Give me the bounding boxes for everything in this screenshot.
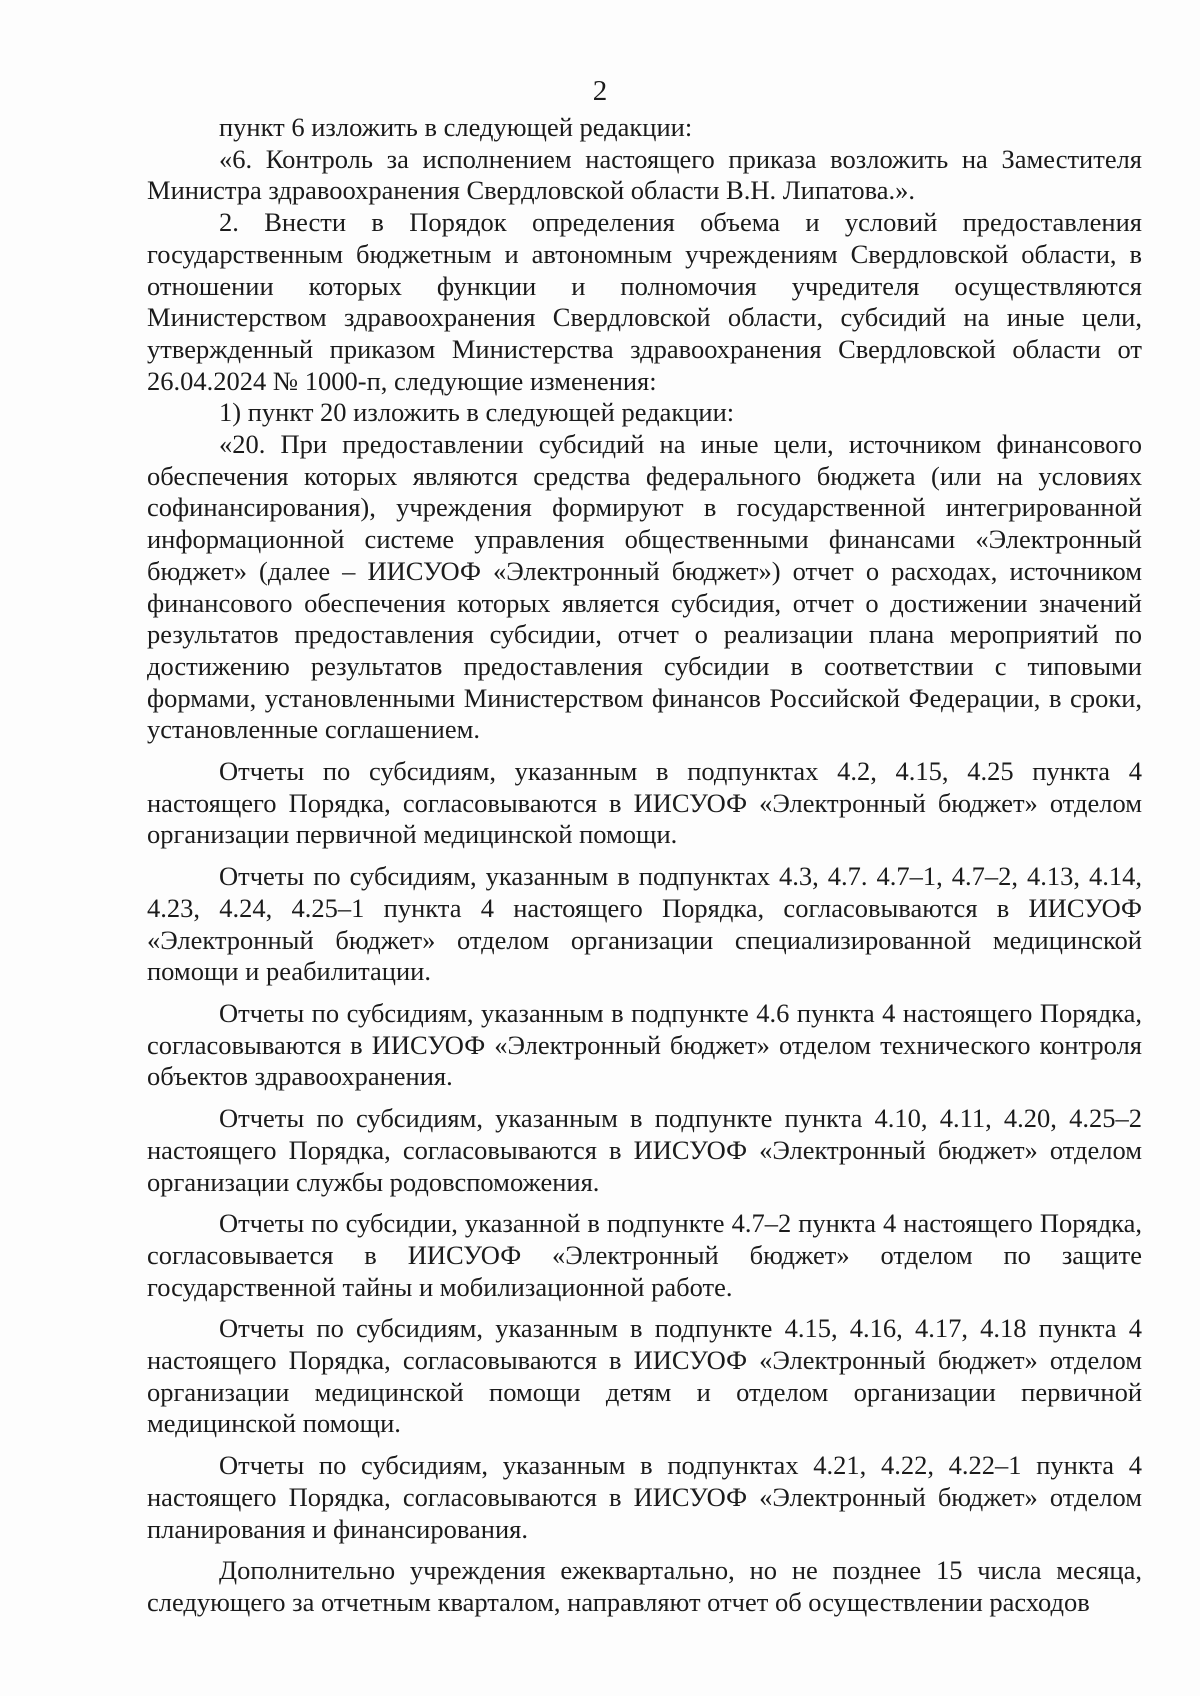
paragraph-reports-state-secret: Отчеты по субсидии, указанной в подпункте 4.7–2 пункта 4 настоящего Порядка, согласовывается в ИИСУОФ «Электронный бюджет» отделом по защите государственной тайны и мобилизационной работе. [147,1208,1142,1302]
page-number: 2 [592,75,608,107]
paragraph-reports-planning: Отчеты по субсидиям, указанным в подпунктах 4.21, 4.22, 4.22–1 пункта 4 настоящего Порядка, согласовываются в ИИСУОФ «Электронный бюджет» отделом планирования и финансирования. [147,1450,1142,1544]
paragraph-amendment-2: 2. Внести в Порядок определения объема и условий предоставления государственным бюджетным и автономным учреждениям Свердловской области, в отношении которых функции и полномочия учредителя осуществляются Министерством здравоохранения Свердловской области, субсидий на иные цели, утвержденный приказом Министерства здравоохранения Свердловской области от 26.04.2024 № 1000-п, следующие изменения: [147,207,1142,396]
paragraph-quarterly-report: Дополнительно учреждения ежеквартально, но не позднее 15 числа месяца, следующего за отчетным кварталом, направляют отчет об осуществлении расходов [147,1555,1142,1617]
paragraph-item6-intro: пункт 6 изложить в следующей редакции: [219,112,693,142]
paragraph-item20-text: «20. При предоставлении субсидий на иные цели, источником финансового обеспечения которых являются средства федерального бюджета (или на условиях софинансирования), учреждения формируют в государственной интегрированной информационной системе управления общественными финансами «Электронный бюджет» (далее – ИИСУОФ «Электронный бюджет») отчет о расходах, источником финансового обеспечения которых является субсидия, отчет о достижении значений результатов предоставления субсидии, отчет о реализации плана мероприятий по достижению результатов предоставления субсидии в соответствии с типовыми формами, установленными Министерством финансов Российской Федерации, в сроки, установленные соглашением. [147,429,1142,745]
paragraph-reports-technical-control: Отчеты по субсидиям, указанным в подпункте 4.6 пункта 4 настоящего Порядка, согласовываются в ИИСУОФ «Электронный бюджет» отделом технического контроля объектов здравоохранения. [147,997,1142,1092]
paragraph-reports-obstetrics: Отчеты по субсидиям, указанным в подпункте пункта 4.10, 4.11, 4.20, 4.25–2 настоящего Порядка, согласовываются в ИИСУОФ «Электронный бюджет» отделом организации службы родовспоможения. [147,1103,1142,1197]
paragraph-item20-intro: 1) пункт 20 изложить в следующей редакции: [219,397,735,428]
paragraph-item6-text: «6. Контроль за исполнением настоящего приказа возложить на Заместителя Министра здравоохранения Свердловской области В.Н. Липатова.». [147,143,1142,206]
paragraph-reports-primary-care: Отчеты по субсидиям, указанным в подпунктах 4.2, 4.15, 4.25 пункта 4 настоящего Порядка, согласовываются в ИИСУОФ «Электронный бюджет» отделом организации первичной медицинской помощи. [147,756,1142,850]
paragraph-reports-children-care: Отчеты по субсидиям, указанным в подпункте 4.15, 4.16, 4.17, 4.18 пункта 4 настоящего Порядка, согласовываются в ИИСУОФ «Электронный бюджет» отделом организации медицинской помощи детям и отделом организации первичной медицинской помощи. [147,1313,1142,1439]
document-body [147,112,1142,1619]
paragraph-reports-specialized-care: Отчеты по субсидиям, указанным в подпунктах 4.3, 4.7. 4.7–1, 4.7–2, 4.13, 4.14, 4.23, 4.24, 4.25–1 пункта 4 настоящего Порядка, согласовываются в ИИСУОФ «Электронный бюджет» отделом организации специализированной медицинской помощи и реабилитации. [147,861,1142,987]
